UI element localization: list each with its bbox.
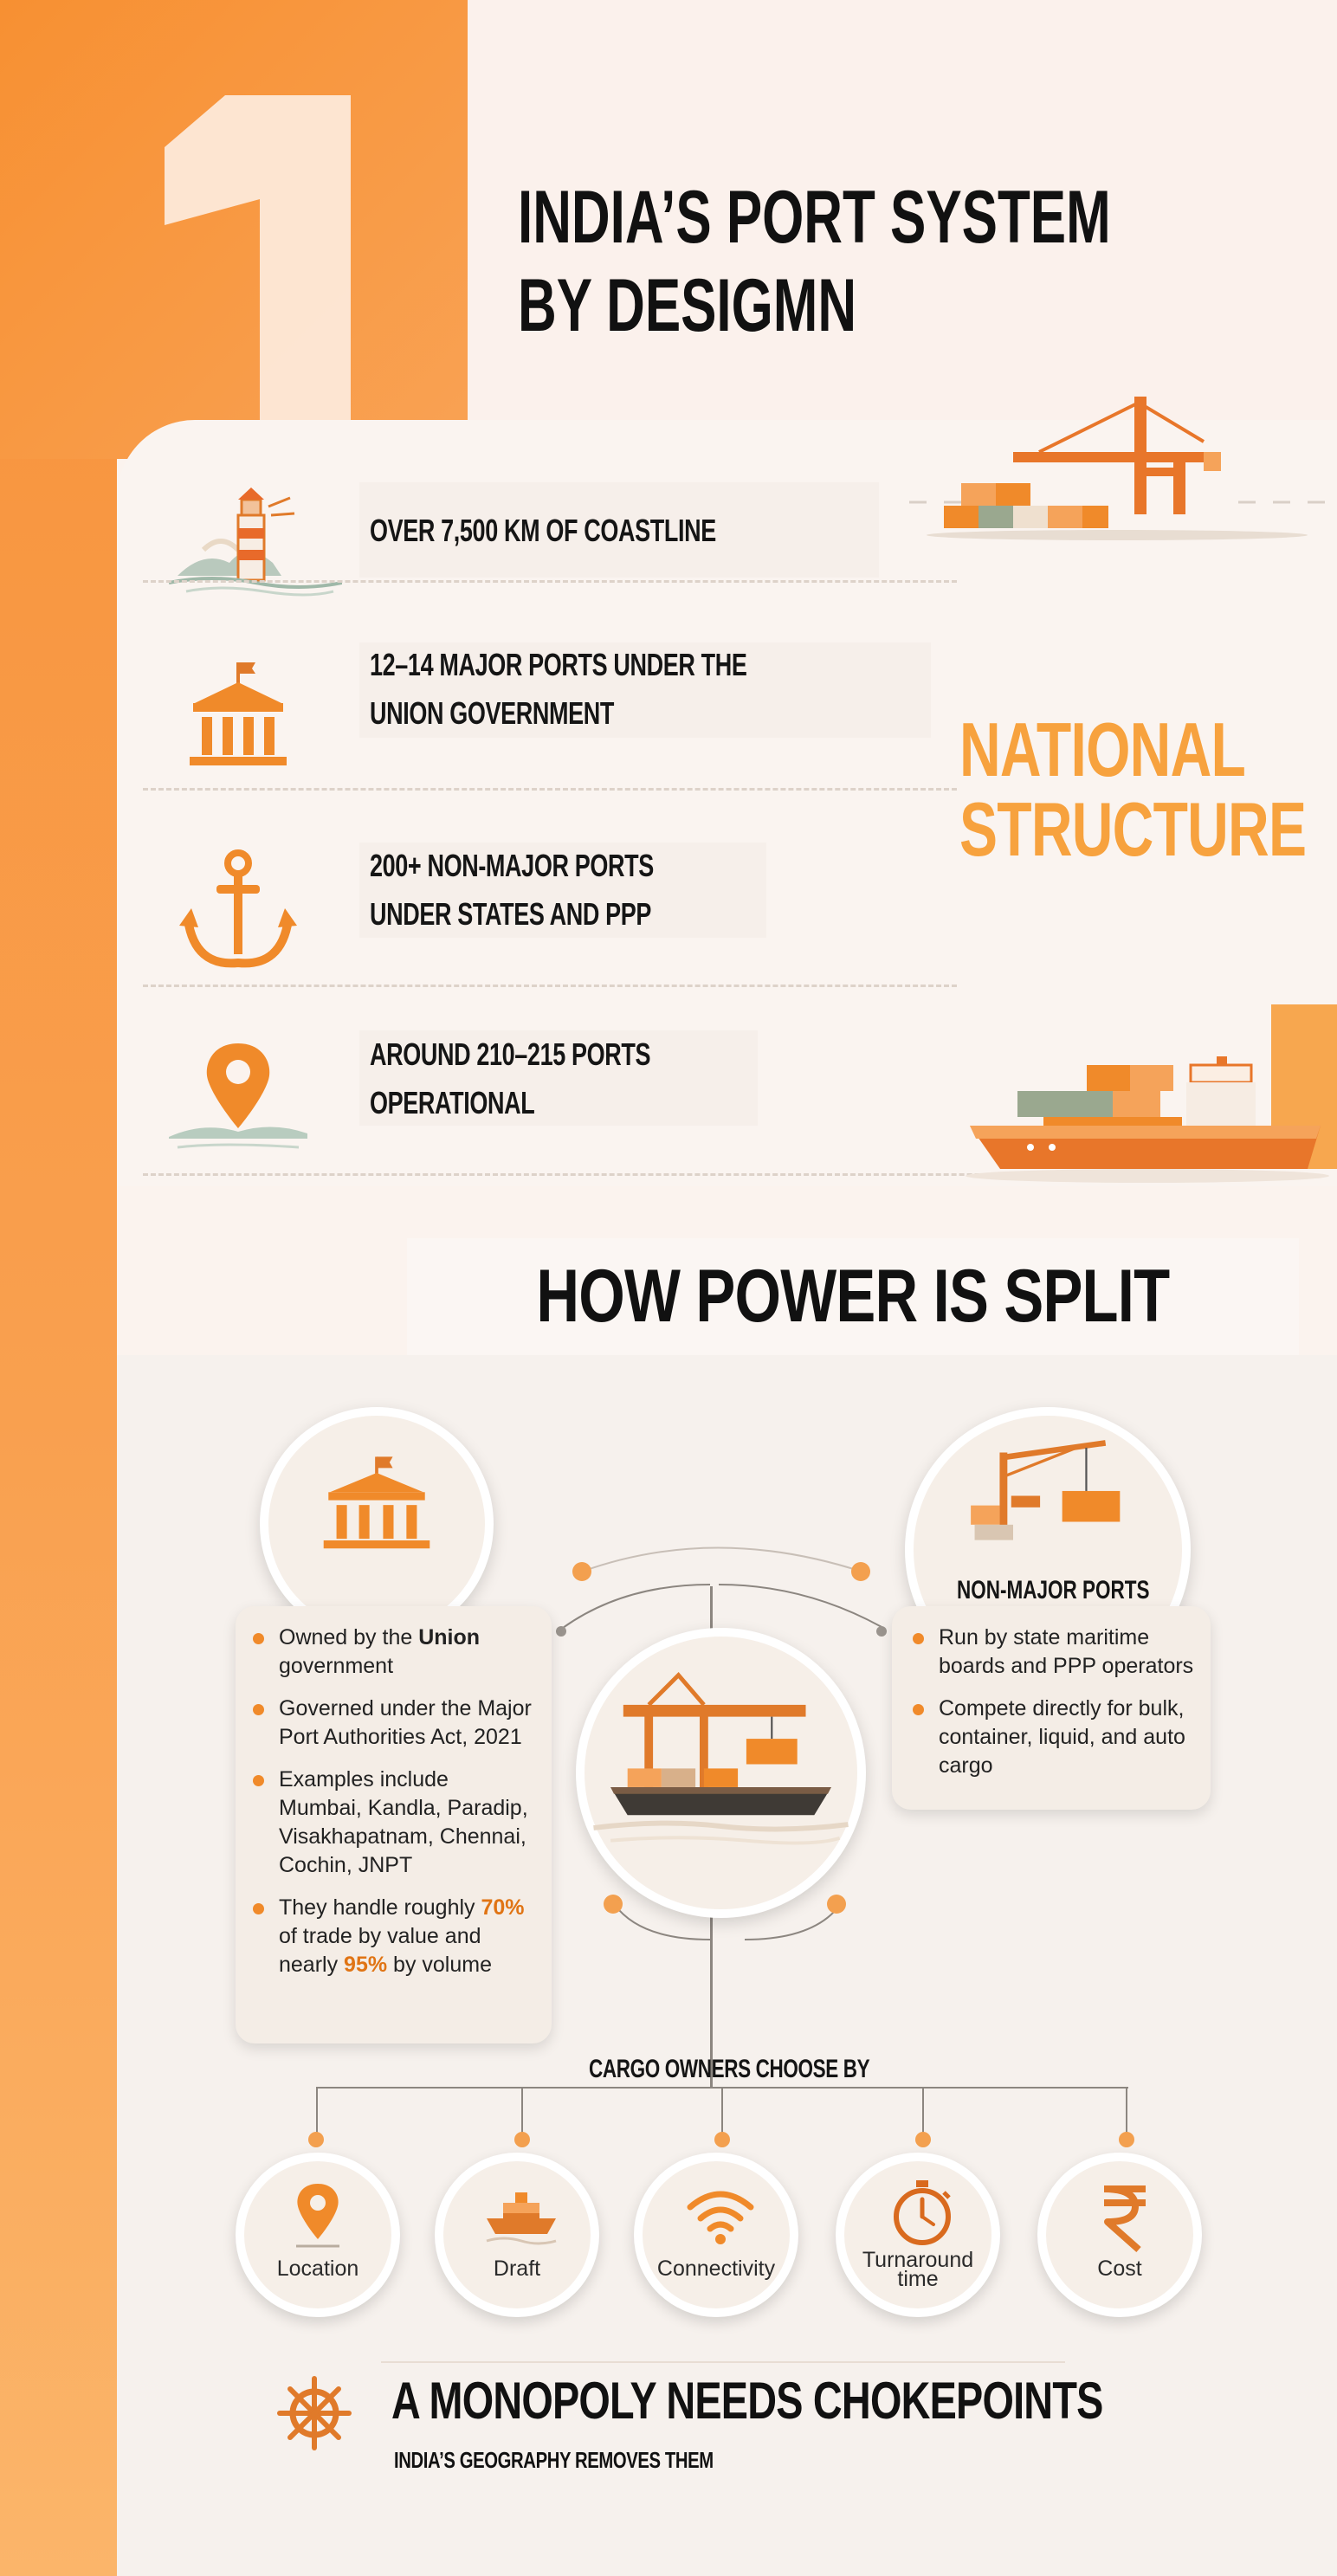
location-pin-icon: [169, 1035, 342, 1165]
fact-coastline-line1: OVER 7,500 KM OF COASTLINE: [370, 513, 716, 548]
connector-dot: [827, 1895, 846, 1914]
option-turnaround-label2: time: [897, 2267, 939, 2291]
option-turnaround-label: Turnaround: [862, 2248, 974, 2272]
divider: [143, 580, 957, 583]
option-connectivity: [634, 2153, 798, 2317]
option-dot: [514, 2132, 530, 2147]
ship-wheel-icon: [275, 2374, 353, 2452]
fact-row-coastline: [117, 455, 983, 628]
page-title: [518, 173, 1211, 350]
major-ports-card: [236, 1606, 552, 2043]
connector-dot: [572, 1562, 591, 1581]
national-line2: STRUCTURE: [959, 786, 1307, 872]
location-icon: [283, 2177, 352, 2255]
divider: [143, 985, 957, 987]
power-split-heading: HOW POWER IS SPLIT: [536, 1255, 1170, 1338]
lighthouse-icon: [169, 481, 342, 610]
major-bullet-examples: Examples include Mumbai, Kandla, Paradip, Visakhapatnam, Chennai, Cochin, JNPT: [249, 1766, 536, 1880]
connector-dot: [876, 1626, 887, 1637]
option-location-label: Location: [276, 2256, 359, 2281]
national-line1: NATIONAL: [959, 707, 1246, 792]
option-draft-label: Draft: [493, 2256, 541, 2281]
major-bullet-governed: Governed under the Major Port Authorities Act, 2021: [249, 1695, 536, 1752]
fact-row-operational: [117, 1009, 983, 1182]
non-major-ports-card: [892, 1606, 1211, 1810]
non-major-ports-title: NON-MAJOR PORTS: [957, 1576, 1150, 1604]
connector: [922, 2087, 924, 2139]
stopwatch-icon: [883, 2177, 961, 2255]
option-connectivity-label: Connectivity: [656, 2256, 776, 2281]
connector: [521, 2087, 523, 2139]
fact-operational-line1: AROUND 210–215 PORTS: [370, 1036, 651, 1072]
non-major-bullet-compete: Compete directly for bulk, container, liquid, and auto cargo: [909, 1695, 1197, 1780]
option-cost: [1037, 2153, 1202, 2317]
connector-dot: [556, 1626, 566, 1637]
option-location: [236, 2153, 400, 2317]
fact-non-major-line2: UNDER STATES AND PPP: [370, 896, 652, 932]
option-draft: [435, 2153, 599, 2317]
port-crane-icon: [961, 1437, 1134, 1554]
connectivity-icon: [681, 2177, 759, 2255]
footer-title: A MONOPOLY NEEDS CHOKEPOINTS: [391, 2372, 1103, 2430]
connector-dot: [851, 1562, 870, 1581]
footer-subtitle: INDIA’S GEOGRAPHY REMOVES THEM: [394, 2447, 714, 2473]
non-major-bullet-operators: Run by state maritime boards and PPP operators: [909, 1624, 1197, 1681]
major-bullet-trade-share: They handle roughly 70% of trade by value and nearly 95% by volume: [249, 1894, 536, 1979]
connector: [1126, 2087, 1127, 2139]
cargo-ship-crane-icon: [593, 1658, 849, 1870]
option-dot: [915, 2132, 931, 2147]
fact-non-major-line1: 200+ NON-MAJOR PORTS: [370, 848, 654, 883]
fact-row-major-ports: [117, 623, 983, 797]
power-split-heading-box: [407, 1238, 1299, 1355]
connector: [721, 2087, 723, 2139]
page-title-line1: INDIA’S PORT SYSTEM: [518, 176, 1111, 259]
center-port-circle: [576, 1628, 866, 1918]
page-title-line2: BY DESIGMN: [518, 264, 857, 347]
fact-major-ports-line2: UNION GOVERNMENT: [370, 695, 615, 731]
section-number: [165, 95, 390, 424]
fact-major-ports-line1: 12–14 MAJOR PORTS UNDER THE: [370, 647, 747, 682]
national-structure-heading: [959, 707, 1337, 872]
option-dot: [714, 2132, 730, 2147]
fact-operational-line2: OPERATIONAL: [370, 1085, 535, 1120]
cargo-owners-label: CARGO OWNERS CHOOSE BY: [589, 2055, 870, 2083]
government-building-icon: [169, 649, 342, 779]
connector: [316, 2087, 318, 2139]
fact-row-non-major-ports: [117, 820, 983, 993]
option-dot: [1119, 2132, 1134, 2147]
rupee-icon: [1085, 2177, 1163, 2255]
ship-draft-icon: [482, 2177, 560, 2255]
major-bullet-owned: Owned by the Union government: [249, 1624, 536, 1681]
anchor-icon: [169, 846, 342, 976]
connector-dot: [604, 1895, 623, 1914]
cargo-ship-illustration: [966, 996, 1329, 1195]
footer-divider: [381, 2361, 1065, 2363]
container-crane-illustration: [909, 390, 1325, 563]
divider: [143, 788, 957, 791]
option-dot: [308, 2132, 324, 2147]
option-cost-label: Cost: [1097, 2256, 1142, 2281]
option-turnaround: [836, 2153, 1000, 2317]
government-building-icon: [312, 1450, 442, 1563]
